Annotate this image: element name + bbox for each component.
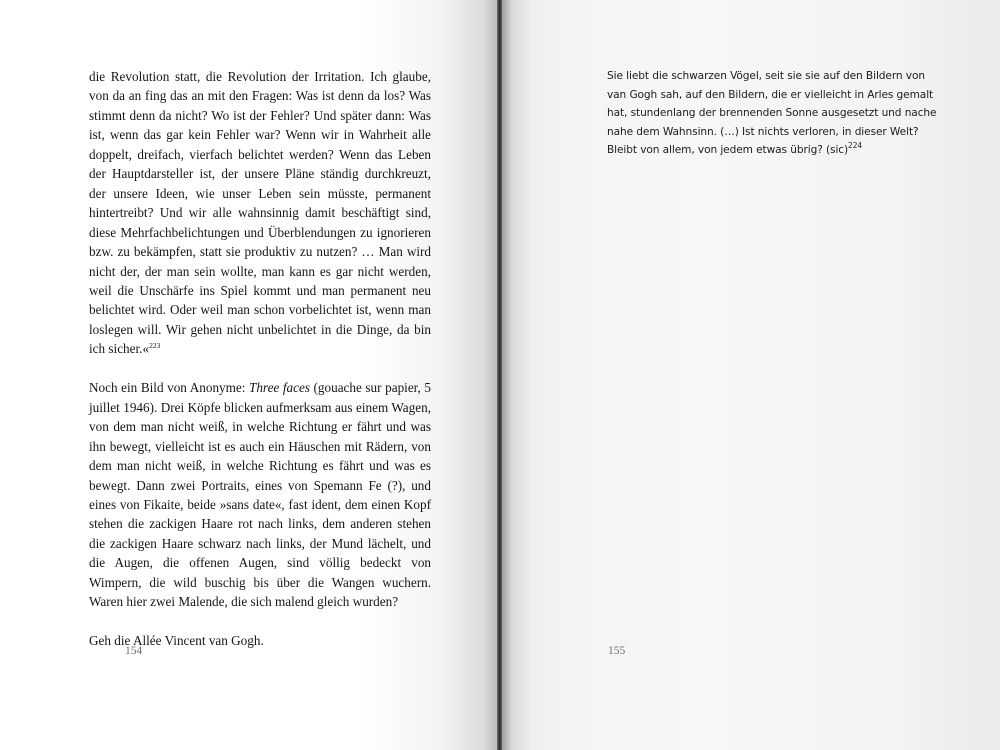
quote-black-birds: Sie liebt die schwarzen Vögel, seit sie sie auf den Bildern von van Gogh sah, auf den Bildern, die er vielleicht in Arles gemalt hat, stundenlang der brennenden Sonne ausgesetzt und nache nahe dem Wahnsinn. (…) Ist nichts verloren, in dieser Welt? Bleibt von allem, von jedem etwas übrig? (sic)$^{224}$ <box>607 70 937 157</box>
left-page-body <box>89 67 431 670</box>
footnote-marker-223: 223 <box>149 341 161 351</box>
left-page <box>0 0 499 750</box>
paragraph-three-faces: Noch ein Bild von Anonyme: Three faces (gouache sur papier, 5 juillet 1946). Drei Köpfe blicken aufmerksam aus einem Wagen, von dem man nicht weiß, in welche Richtung er fährt und was ihn bewegt, vielleicht ist es auch ein Häuschen mit Rädern, von dem man nicht weiß, in welche Richtung es fährt und was es bewegt. Dann zwei Portraits, eines von Spemann Fe (?), und eines von Fikaite, beide »sans date«, fast ident, dem einen Kopf stehen die zackigen Haare rot nach links, dem anderen stehen die zackigen Haare schwarz nach links, der Mund lächelt, und die Augen, die offenen Augen, sind völlig bedeckt von Wimpern, die wild buschig bis über die Wangen wuchern. Waren hier zwei Malende, die sich malend gleich wurden? <box>89 380 432 610</box>
paragraph-revolution: die Revolution statt, die Revolution der Irritation. Ich glaube, von da an fing das an mit den Fragen: Was ist denn da los? Was stimmt denn da nicht? Wo ist der Fehler? Und später dann: Was ist, wenn das gar kein Fehler war? Wenn wir in Wahrheit alle doppelt, dreifach, vierfach belichtet werden? Wenn das Leben der Hauptdarsteller ist, der unsere Pläne ständig durchkreuzt, der unsere Ideen, wie unser Leben sein müsste, permanent hintertreibt? Und wir alle wahnsinnig damit beschäftigt sind, diese Mehrfachbelichtungen und Überblendungen zu ignorieren bzw. zu bekämpfen, statt sie produktiv zu nutzen? … Man wird nicht der, der man sein wollte, man kann es gar nicht werden, weil die Unschärfe ins Spiel kommt und man permanent neu belichtet wird. Oder weil man schon vorbelichtet ist, wenn man loslegen will. Wir gehen nicht unbelichtet in die Dinge, da bin ich sicher.«$^{223}$ <box>89 69 431 357</box>
page-number-left: 154 <box>125 645 143 657</box>
paragraph-allee: Geh die Allée Vincent van Gogh. <box>89 633 264 649</box>
page-number-right: 155 <box>608 645 626 657</box>
footnote-marker-224: 224 <box>848 141 863 151</box>
right-page <box>502 0 1000 750</box>
right-page-body <box>607 67 947 160</box>
artwork-title: Three faces <box>249 380 310 396</box>
